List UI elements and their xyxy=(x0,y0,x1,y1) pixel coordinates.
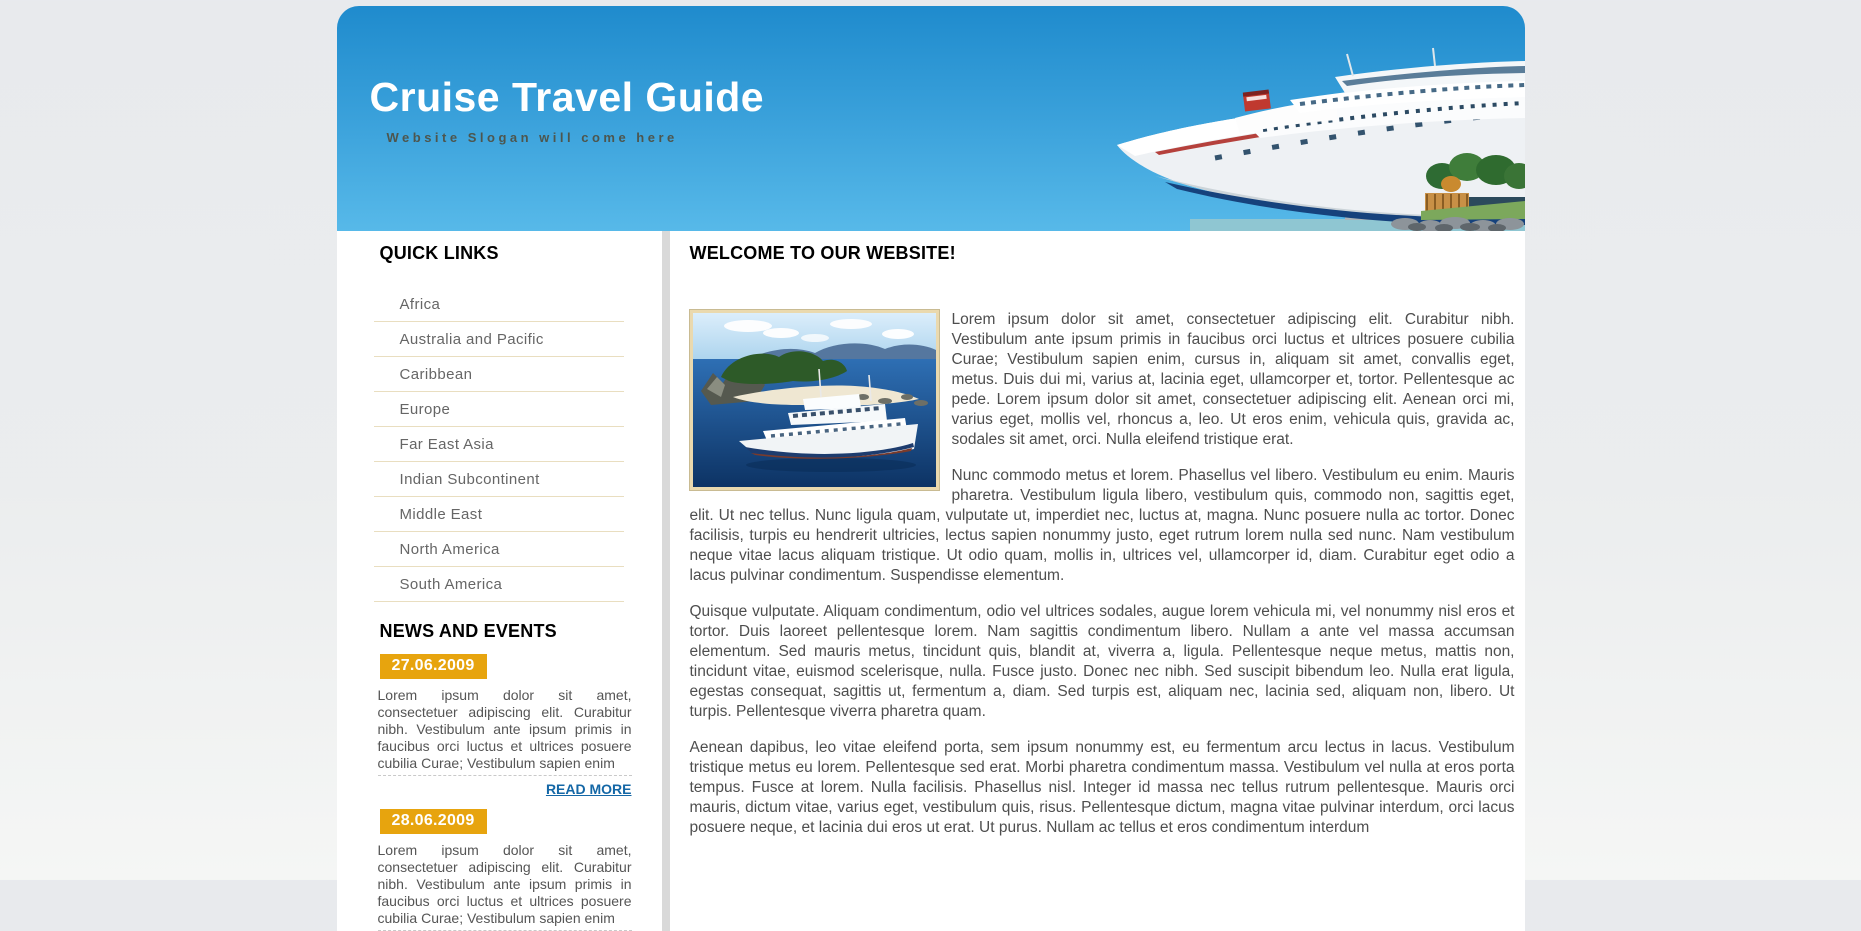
news-date-badge: 28.06.2009 xyxy=(380,809,487,834)
site-title: Cruise Travel Guide xyxy=(369,74,765,120)
news-item-text: Lorem ipsum dolor sit amet, consectetuer adipiscing elit. Curabitur nibh. Vestibulum ante ipsum primis in faucibus orci luctus et ultrices posuere cubilia Curae; Vestibulum sapien enim xyxy=(377,687,632,771)
body-paragraph: Quisque vulputate. Aliquam condimentum, odio vel ultrices sodales, augue lorem vehicula mi, vel nonummy nisl eros et tortor. Duis laoreet pellentesque lorem. Nam sagittis condimentum libero. Nullam a ante vel massa accumsan elementum. Sed mauris metus, tincidunt quis, blandit at, viverra a, ligula. Pellentesque neque metus, mattis non, tincidunt vitae, euismod scelerisque, nulla. Fusce justo. Donec nec nibh. Sed suscipit bibendum leo. Nulla erat ligula, egestas consequat, sagittis ut, fermentum a, diam. Sed turpis est, aliquam nec, lacinia sed, aliquam non, libero. Ut turpis. Pellentesque viverra pharetra quam. xyxy=(689,603,1515,720)
body-paragraph: Nunc commodo metus et lorem. Phasellus vel libero. Vestibulum eu enim. Mauris pharetra. Vestibulum ligula libero, vestibulum quis, commodo non, sagittis eget, elit. Ut nec tellus. Nunc ligula quam, vulputate ut, imperdiet nec, luctus at, magna. Nunc posuere nulla ac tortor. Donec facilisis, turpis eu hendrerit ultricies, lectus sapien nonummy justo, eget rutrum lorem nulla sed nunc. Nam vestibulum neque vitae lacus aliquam tristique. Ut odio quam, mollis in, ultrices vel, ullamcorper id, diam. Curabitur eget odio a lacus pulvinar condimentum. Suspendisse elementum. xyxy=(689,467,1515,584)
sidebar-link-caribbean[interactable]: Caribbean xyxy=(374,357,624,392)
news-heading: NEWS AND EVENTS xyxy=(379,621,557,641)
content-area xyxy=(337,231,1525,931)
news-item xyxy=(378,642,632,797)
quick-links-heading: QUICK LINKS xyxy=(379,243,499,263)
news-date-badge: 27.06.2009 xyxy=(380,654,487,679)
quick-links-list xyxy=(374,287,624,602)
sidebar-link-australia-and-pacific[interactable]: Australia and Pacific xyxy=(374,322,624,357)
body-paragraph: Aenean dapibus, leo vitae eleifend porta, sem ipsum nonummy est, eu fermentum arcu lectus in lacus. Vestibulum tristique metus eu lorem. Pellentesque sed erat. Morbi pharetra condimentum massa. Vestibulum vel nulla at eros porta tempus. Fusce at lorem. Nulla facilisis. Phasellus nisl. Integer id massa nec tellus rutrum pellentesque. Mauris orci mauris, dictum vitae, varius eget, vestibulum quis, risus. Pellentesque dictum, magna vitae pulvinar interdum, orci lacus posuere neque, et lacinia dui eros ut erat. Ut purus. Nullam ac tellus et eros condimentum interdum xyxy=(689,739,1515,836)
sidebar xyxy=(337,231,662,931)
sidebar-link-middle-east[interactable]: Middle East xyxy=(374,497,624,532)
site-container xyxy=(337,6,1525,931)
vertical-divider xyxy=(662,231,670,931)
news-item xyxy=(378,797,632,931)
sidebar-link-north-america[interactable]: North America xyxy=(374,532,624,567)
sidebar-link-indian-subcontinent[interactable]: Indian Subcontinent xyxy=(374,462,624,497)
news-separator xyxy=(378,775,632,776)
main-content xyxy=(670,231,1525,931)
sidebar-link-europe[interactable]: Europe xyxy=(374,392,624,427)
island-boat-photo-icon xyxy=(690,310,939,490)
sidebar-link-africa[interactable]: Africa xyxy=(374,287,624,322)
news-list xyxy=(378,642,632,931)
news-item-text: Lorem ipsum dolor sit amet, consectetuer adipiscing elit. Curabitur nibh. Vestibulum ante ipsum primis in faucibus orci luctus et ultrices posuere cubilia Curae; Vestibulum sapien enim xyxy=(377,842,632,926)
site-slogan: Website Slogan will come here xyxy=(386,130,678,145)
welcome-heading: WELCOME TO OUR WEBSITE! xyxy=(689,243,956,263)
sidebar-link-south-america[interactable]: South America xyxy=(374,567,624,602)
read-more-link[interactable]: READ MORE xyxy=(545,781,632,797)
welcome-body xyxy=(690,310,1515,838)
body-paragraph: Lorem ipsum dolor sit amet, consectetuer adipiscing elit. Curabitur nibh. Vestibulum ante ipsum primis in faucibus orci luctus et ultrices posuere cubilia Curae; Vestibulum sapien enim, cursus in, aliquam sit amet, convallis eget, metus. Duis dui mi, varius at, lacinia eget, ullamcorper et, tortor. Pellentesque ac pede. Lorem ipsum dolor sit amet, consectetuer adipiscing elit. Aenean orci mi, varius eget, mollis vel, rhoncus a, leo. Ut eros enim, vehicula quis, gravida ac, sodales sit amet, orci. Nulla eleifend tristique erat. xyxy=(951,311,1515,448)
sidebar-link-far-east-asia[interactable]: Far East Asia xyxy=(374,427,624,462)
cruise-ship-photo-icon xyxy=(1095,6,1525,231)
site-header xyxy=(337,6,1525,231)
